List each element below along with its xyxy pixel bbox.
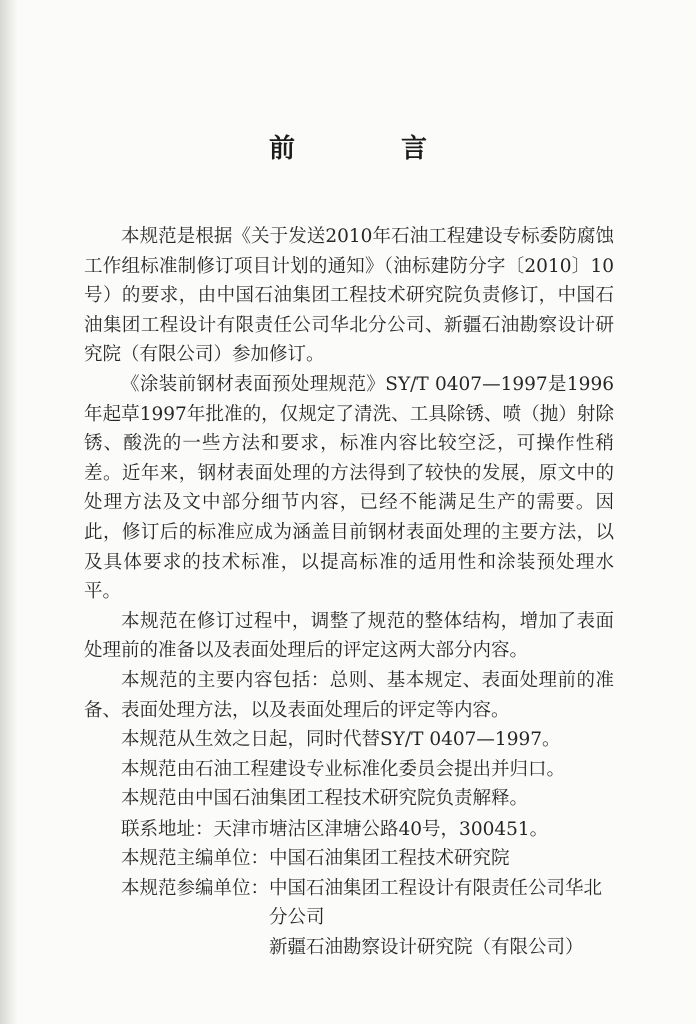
editor-info — [84, 815, 614, 962]
page-title: 前 言 — [268, 134, 467, 164]
paragraph-revision: 本规范在修订过程中，调整了规范的整体结构，增加了表面处理前的准备以及表面处理后的评定这两大部分内容。 — [84, 610, 614, 662]
paragraph-interpreter: 本规范由中国石油集团工程技术研究院负责解释。 — [121, 788, 529, 810]
paragraph-proposer: 本规范由石油工程建设专业标准化委员会提出并归口。 — [121, 758, 566, 780]
participating-editors-row-2 — [84, 933, 614, 962]
participating-editors-row — [84, 874, 614, 933]
contact-value: 天津市塘沽区津塘公路40号，300451。 — [213, 818, 549, 840]
participating-editor-1: 中国石油集团工程设计有限责任公司华北分公司 — [269, 877, 603, 929]
paragraph-contents: 本规范的主要内容包括：总则、基本规定、表面处理前的准备、表面处理方法，以及表面处理后的评定等内容。 — [84, 669, 614, 721]
chief-editor-row — [84, 844, 614, 873]
chief-editor-value: 中国石油集团工程技术研究院 — [269, 848, 510, 870]
paragraph-effective: 本规范从生效之日起，同时代替SY/T 0407—1997。 — [121, 729, 561, 751]
chief-editor-label: 本规范主编单位： — [121, 848, 270, 870]
paragraph-basis: 本规范是根据《关于发送2010年石油工程建设专标委防腐蚀工作组标准制修订项目计划的通知》（油标建防分字〔2010〕10号）的要求，由中国石油集团工程技术研究院负责修订，中国石油集团工程设计有限责任公司华北分公司、新疆石油勘察设计研究院（有限公司）参加修订。 — [84, 226, 614, 366]
paragraph-history: 《涂装前钢材表面预处理规范》SY/T 0407—1997是1996年起草1997年批准的，仅规定了清洗、工具除锈、喷（抛）射除锈、酸洗的一些方法和要求，标准内容比较空泛，可操作性稍差。近年来，钢材表面处理的方法得到了较快的发展，原文中的处理方法及文中部分细节内容，已经不能满足生产的需要。因此，修订后的标准应成为涵盖目前钢材表面处理的主要方法，以及具体要求的技术标准，以提高标准的适用性和涂装预处理水平。 — [84, 373, 614, 603]
participating-editors-label: 本规范参编单位： — [121, 877, 270, 899]
participating-editor-2: 新疆石油勘察设计研究院（有限公司） — [269, 936, 584, 958]
contact-row — [84, 815, 614, 844]
contact-label: 联系地址： — [121, 818, 214, 840]
foreword-body — [84, 222, 614, 962]
